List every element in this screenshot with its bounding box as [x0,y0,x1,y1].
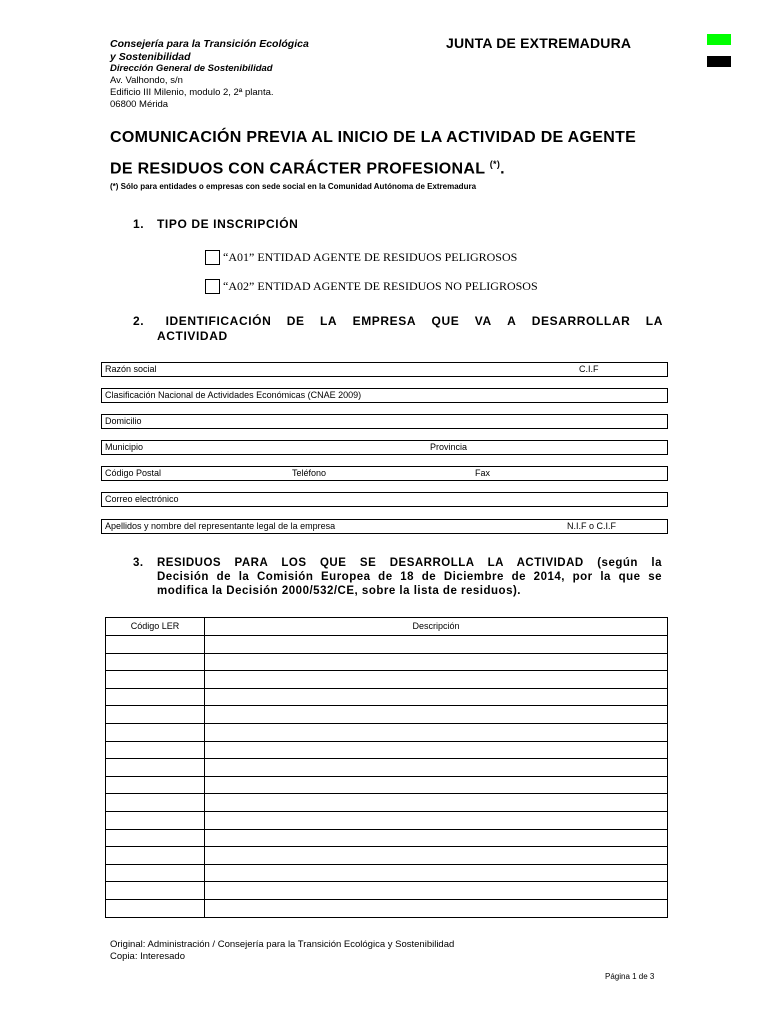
col-descripcion: Descripción [205,618,668,636]
title-line2-wrap [110,151,636,182]
section2-title-line2: ACTIVIDAD [157,329,228,343]
descripcion-cell[interactable] [205,741,668,759]
address-line2: Edificio III Milenio, modulo 2, 2ª planta. [110,87,274,98]
title-line2: DE RESIDUOS CON CARÁCTER PROFESIONAL [110,160,485,178]
section3-heading [133,556,662,598]
title-period: . [500,160,505,178]
descripcion-cell[interactable] [205,811,668,829]
section3-number: 3. [133,557,144,569]
org-name [110,38,309,64]
section2-word: LA [645,314,663,328]
section1-heading [133,217,298,231]
codigo-ler-cell[interactable] [106,688,205,706]
codigo-ler-cell[interactable] [106,723,205,741]
a01-checkbox[interactable] [205,250,220,265]
table-row [106,636,668,654]
codigo-ler-cell[interactable] [106,653,205,671]
codigo-ler-cell[interactable] [106,864,205,882]
footer-copies [110,939,454,963]
table-row [106,847,668,865]
section2-word: QUE [431,314,460,328]
org-line1: Consejería para la Transición Ecológica [110,38,309,50]
descripcion-cell[interactable] [205,882,668,900]
direction-name: Dirección General de Sostenibilidad [110,63,273,74]
section2-word: IDENTIFICACIÓN [165,314,272,328]
address-line3: 06800 Mérida [110,99,169,110]
cnae-label: Clasificación Nacional de Actividades Económicas (CNAE 2009) [105,390,362,400]
correo-label: Correo electrónico [105,494,179,504]
codigo-ler-cell[interactable] [106,811,205,829]
codigo-ler-cell[interactable] [106,759,205,777]
section3-line3: modifica la Decisión 2000/532/CE, sobre la lista de residuos). [157,585,521,597]
section2-number: 2. [133,314,145,328]
cif-label: C.I.F [579,364,599,374]
table-row [106,776,668,794]
descripcion-cell[interactable] [205,829,668,847]
section2-word: A [507,314,517,328]
codigo-ler-cell[interactable] [106,671,205,689]
table-row [106,794,668,812]
footer-copia: Copia: Interesado [110,951,185,962]
razon-social-field[interactable] [101,362,668,377]
table-row [106,899,668,917]
codigo-ler-cell[interactable] [106,776,205,794]
title-note: (*) Sólo para entidades o empresas con sede social en la Comunidad Autónoma de Extremadura [110,182,477,191]
table-row [106,759,668,777]
a02-label: “A02” ENTIDAD AGENTE DE RESIDUOS NO PELIGROSOS [223,279,538,293]
table-row [106,723,668,741]
codigo-ler-cell[interactable] [106,847,205,865]
section2-word: EMPRESA [352,314,417,328]
option-a02[interactable] [205,279,538,294]
representante-field[interactable] [101,519,668,534]
telefono-label: Teléfono [292,468,327,478]
section1-number: 1. [133,217,145,231]
address-line1: Av. Valhondo, s/n [110,75,183,86]
descripcion-cell[interactable] [205,671,668,689]
section2-title-line1 [133,314,663,329]
municipio-field[interactable] [101,440,668,455]
section2-word: DE [286,314,305,328]
col-codigo-ler: Código LER [106,618,205,636]
table-row [106,829,668,847]
cnae-field[interactable] [101,388,668,403]
title-mark: (*) [489,159,501,169]
descripcion-cell[interactable] [205,759,668,777]
table-row [106,741,668,759]
descripcion-cell[interactable] [205,706,668,724]
representante-label: Apellidos y nombre del representante legal de la empresa [105,521,336,531]
document-title [110,125,636,182]
codigo-ler-cell[interactable] [106,636,205,654]
codigo-ler-cell[interactable] [106,794,205,812]
descripcion-cell[interactable] [205,847,668,865]
option-a01[interactable] [205,250,517,265]
codigo-postal-label: Código Postal [105,468,162,478]
section2-word: DESARROLLAR [531,314,631,328]
junta-title: JUNTA DE EXTREMADURA [446,35,632,51]
descripcion-cell[interactable] [205,688,668,706]
footer-original: Original: Administración / Consejería para la Transición Ecológica y Sostenibilidad [110,939,455,950]
table-header-row [106,618,668,636]
codigo-ler-cell[interactable] [106,706,205,724]
codigo-ler-cell[interactable] [106,899,205,917]
section3-line1: RESIDUOS PARA LOS QUE SE DESARROLLA LA ACTIVIDAD (según la [157,557,662,569]
domicilio-label: Domicilio [105,416,142,426]
descripcion-cell[interactable] [205,653,668,671]
nif-label: N.I.F o C.I.F [567,521,617,531]
codigo-ler-cell[interactable] [106,882,205,900]
residuos-table [105,617,668,918]
table-row [106,688,668,706]
codigo-ler-cell[interactable] [106,741,205,759]
provincia-label: Provincia [430,442,468,452]
razon-social-label: Razón social [105,364,157,374]
descripcion-cell[interactable] [205,776,668,794]
domicilio-field[interactable] [101,414,668,429]
fax-label: Fax [475,468,491,478]
page-number: Página 1 de 3 [605,972,655,981]
section1-title: TIPO DE INSCRIPCIÓN [157,217,299,231]
codigo-postal-field[interactable] [101,466,668,481]
table-row [106,653,668,671]
table-row [106,706,668,724]
a01-label: “A01” ENTIDAD AGENTE DE RESIDUOS PELIGROSOS [223,250,518,264]
table-row [106,864,668,882]
municipio-label: Municipio [105,442,144,452]
a02-checkbox[interactable] [205,279,220,294]
descripcion-cell[interactable] [205,794,668,812]
descripcion-cell[interactable] [205,899,668,917]
descripcion-cell[interactable] [205,864,668,882]
table-row [106,811,668,829]
section2-heading [133,314,663,344]
table-row [106,671,668,689]
section3-line2: Decisión de la Comisión Europea de 18 de Diciembre de 2014, por la que se [157,571,662,583]
green-tag-mark [707,34,731,45]
descripcion-cell[interactable] [205,723,668,741]
title-line1: COMUNICACIÓN PREVIA AL INICIO DE LA ACTIVIDAD DE AGENTE [110,129,637,146]
address-block [110,75,274,111]
descripcion-cell[interactable] [205,636,668,654]
black-tag-mark [707,56,731,67]
correo-field[interactable] [101,492,668,507]
org-line2: y Sostenibilidad [110,51,191,63]
section2-word: VA [474,314,492,328]
section3-row1 [133,556,662,570]
section2-word: LA [320,314,338,328]
codigo-ler-cell[interactable] [106,829,205,847]
table-row [106,882,668,900]
